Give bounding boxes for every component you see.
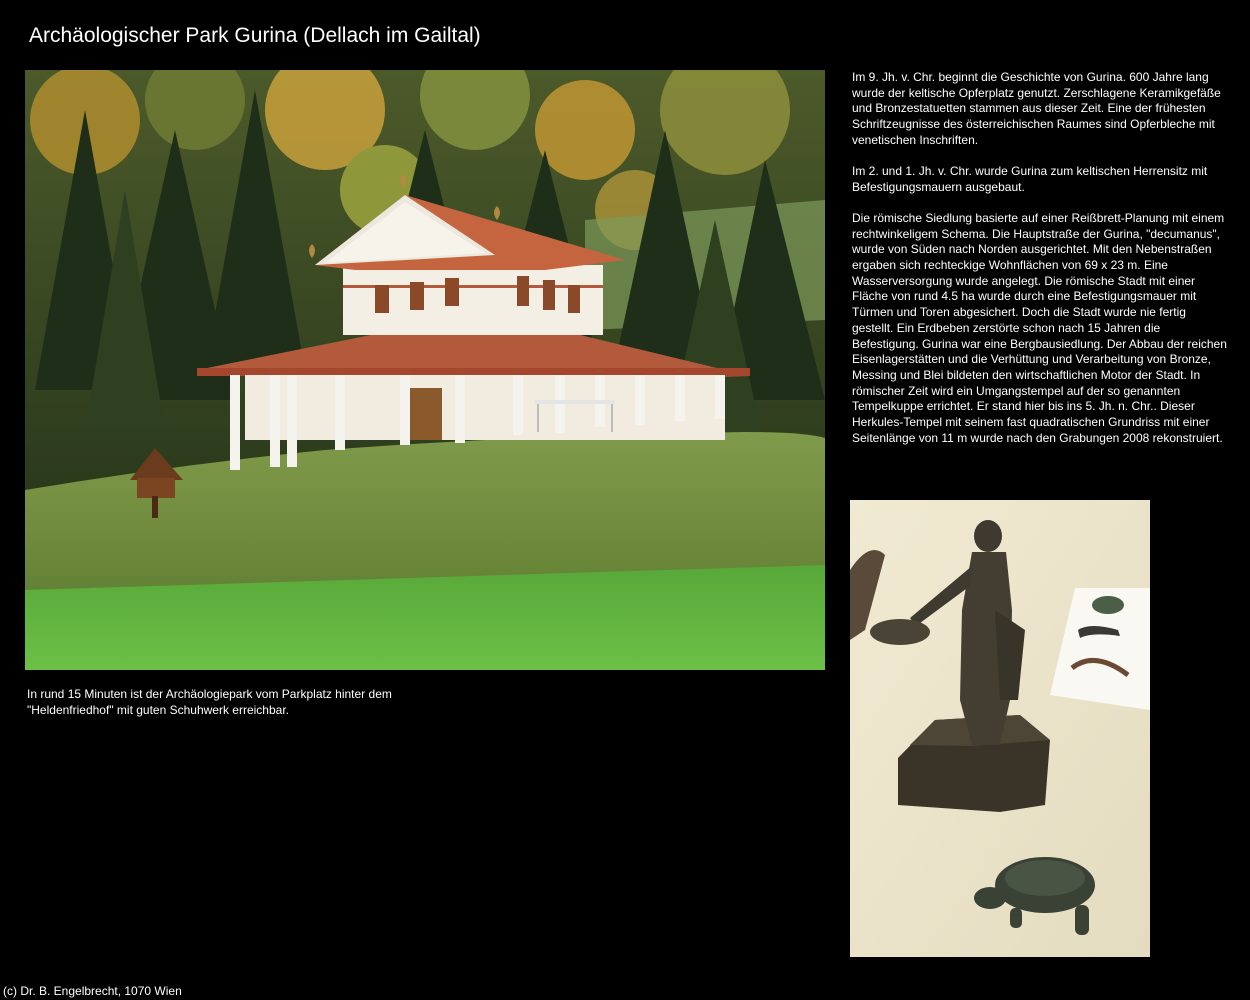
history-paragraph: Im 2. und 1. Jh. v. Chr. wurde Gurina zum keltischen Herrensitz mit Befestigungsmauern ausgebaut. xyxy=(852,164,1208,194)
history-paragraph: Die römische Siedlung basierte auf einer Reißbrett-Planung mit einem rechtwinkeligem Schema. Die Hauptstraße der Gurina, "decumanus", wurde von Süden nach Norden ausgerichtet. Mit den Nebenstraßen ergaben sich rechteckige Wohnflächen von 69 x 23 m. Eine Wasserversorgung wurde angelegt. Die römische Stadt mit einer Fläche von rund 4.5 ha wurde durch eine Befestigungsmauer mit Türmen und Toren abgesichert. Doch die Stadt wurde nie fertig gestellt. Ein Erdbeben zerstörte schon nach 15 Jahren die Befestigung. Gurina war eine Bergbausiedlung. Der Abbau der reichen Eisenlagerstätten und die Verhüttung und Verarbeitung von Bronze, Messing und Blei bildeten den wirtschaftlichen Motor der Stadt. In römischer Zeit wird ein Umgangstempel auf der so genannten Tempelkuppe errichtet. Er stand hier bis ins 5. Jh. n. Chr.. Dieser Herkules-Tempel mit seinem fast quadratischen Grundriss mit einer Seitenlänge von 11 m wurde nach den Grabungen 2008 rekonstruiert. xyxy=(852,210,1227,445)
statuette-photo xyxy=(850,500,1150,957)
photo-caption: In rund 15 Minuten ist der Archäologiepark vom Parkplatz hinter dem "Heldenfriedhof" mit guten Schuhwerk erreichbar. xyxy=(27,687,392,717)
temple-photo xyxy=(25,70,825,670)
history-text xyxy=(852,70,1230,462)
copyright: (c) Dr. B. Engelbrecht, 1070 Wien xyxy=(3,984,182,998)
page-title: Archäologischer Park Gurina (Dellach im Gailtal) xyxy=(29,24,481,47)
history-paragraph: Im 9. Jh. v. Chr. beginnt die Geschichte von Gurina. 600 Jahre lang wurde der keltische Opferplatz genutzt. Zerschlagene Keramikgefäße und Bronzestatuetten stammen aus dieser Zeit. Eine der frühesten Schriftzeugnisse des österreichischen Raumes sind Opferbleche mit venetischen Inschriften. xyxy=(852,70,1221,147)
